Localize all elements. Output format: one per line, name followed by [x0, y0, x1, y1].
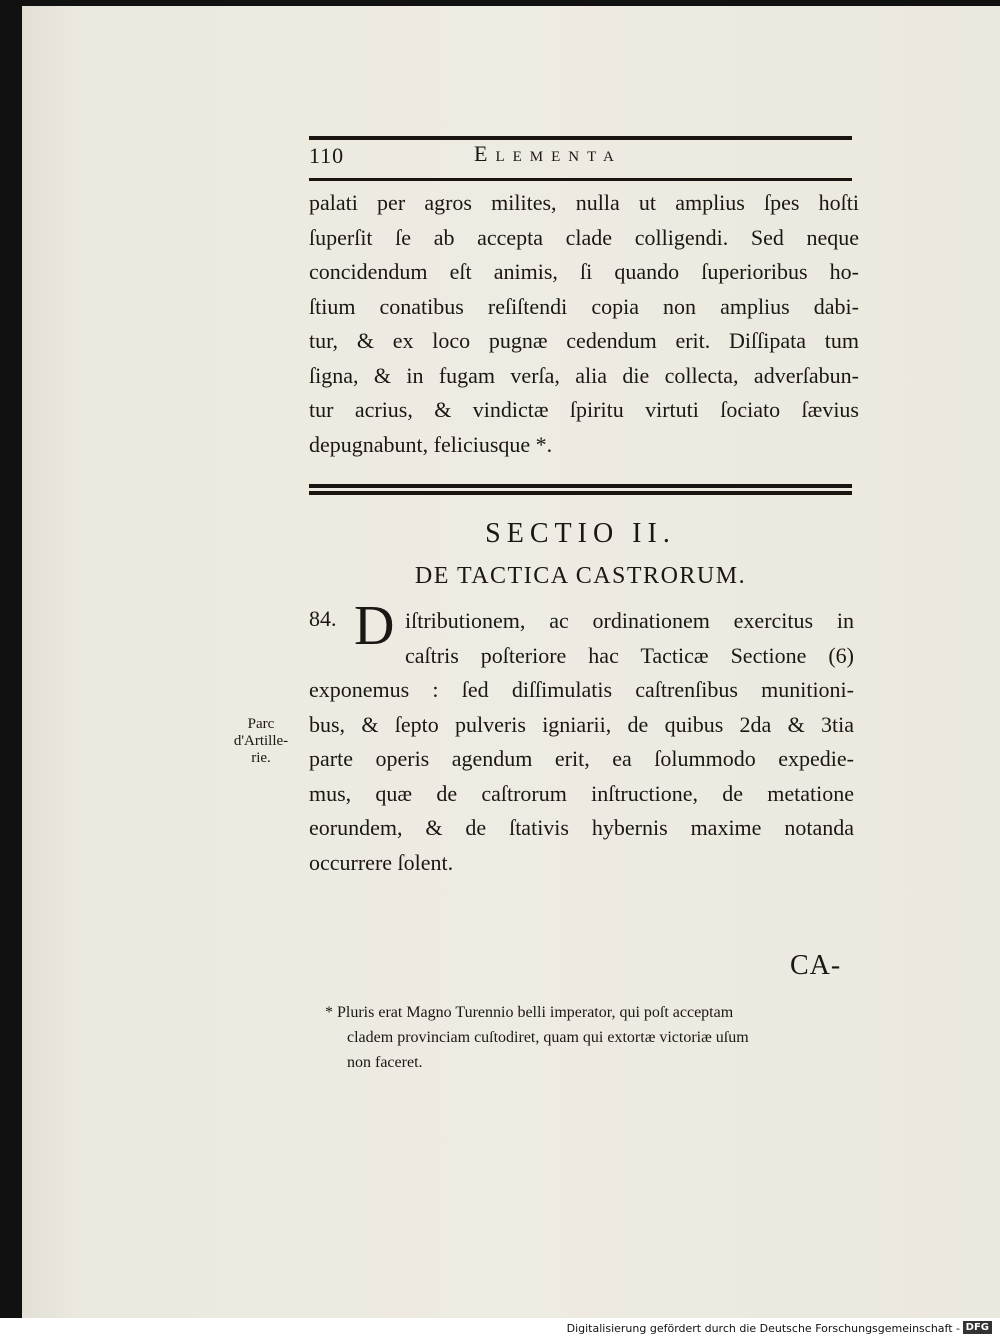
- running-title: Elementa: [474, 141, 622, 166]
- text-line: tur acrius, & vindictæ ſpiritu virtuti ſociato ſævius: [309, 397, 859, 422]
- section-rule-2: [309, 491, 852, 495]
- dfg-logo: DFG: [963, 1321, 992, 1334]
- text-line: parte operis agendum erit, ea ſolummodo expedie-: [309, 746, 854, 771]
- section-subheading: DE TACTICA CASTRORUM.: [414, 563, 747, 589]
- text-line: bus, & ſepto pulveris igniarii, de quibus 2da & 3tia: [309, 711, 854, 737]
- footer-credit: Digitalisierung gefördert durch die Deutsche Forschungsgemeinschaft -: [566, 1322, 960, 1335]
- text-line: depugnabunt, feliciusque *.: [309, 431, 553, 457]
- continued-text: [309, 186, 859, 462]
- footnote-line: non faceret.: [347, 1054, 423, 1071]
- running-head: [309, 143, 852, 173]
- section-rule-1: [309, 484, 852, 488]
- header-rule-top: [309, 136, 852, 140]
- footnote-line: * Pluris erat Magno Turennio belli imperator, qui poſt acceptam: [325, 1004, 734, 1021]
- text-line: tur, & ex loco pugnæ cedendum erit. Diſſipata tum: [309, 328, 859, 353]
- margin-note-line: Parc: [247, 716, 275, 732]
- footer-bar: [0, 1318, 1000, 1340]
- drop-cap: D: [354, 595, 395, 657]
- scan-border-left: [0, 0, 22, 1318]
- text-line: iſtributionem, ac ordinationem exercitus in: [405, 608, 854, 633]
- margin-note-line: rie.: [251, 750, 271, 766]
- text-line: ſigna, & in fugam verſa, alia die collecta, adverſabun-: [309, 362, 859, 388]
- text-line: ſuperſit ſe ab accepta clade colligendi. Sed neque: [309, 224, 859, 250]
- text-line: concidendum eſt animis, ſi quando ſuperioribus ho-: [309, 259, 859, 284]
- margin-note-line: d'Artille-: [233, 733, 289, 749]
- text-line: eorundem, & de ſtativis hybernis maxime notanda: [309, 815, 854, 840]
- paragraph-text: [309, 604, 854, 880]
- catchword: CA-: [790, 950, 842, 981]
- text-line: caſtris poſteriore hac Tacticæ Sectione (6): [405, 642, 854, 668]
- text-line: palati per agros milites, nulla ut amplius ſpes hoſti: [309, 190, 859, 215]
- text-line: ſtium conatibus reſiſtendi copia non amplius dabi-: [309, 293, 859, 319]
- text-line: occurrere ſolent.: [309, 849, 454, 875]
- paragraph-number: 84.: [309, 606, 337, 631]
- text-line: exponemus : ſed diſſimulatis caſtrenſibus munitioni-: [309, 677, 854, 702]
- section-title: [309, 516, 852, 594]
- footnote-line: cladem provinciam cuſtodiret, quam qui extortæ victoriæ uſum: [347, 1029, 749, 1046]
- text-line: mus, quæ de caſtrorum inſtructione, de metatione: [309, 780, 854, 806]
- page-number: 110: [309, 143, 345, 168]
- section-heading: SECTIO II.: [485, 518, 676, 549]
- footnote: [325, 1000, 855, 1075]
- margin-note: [226, 716, 296, 767]
- header-rule-bottom: [309, 178, 852, 181]
